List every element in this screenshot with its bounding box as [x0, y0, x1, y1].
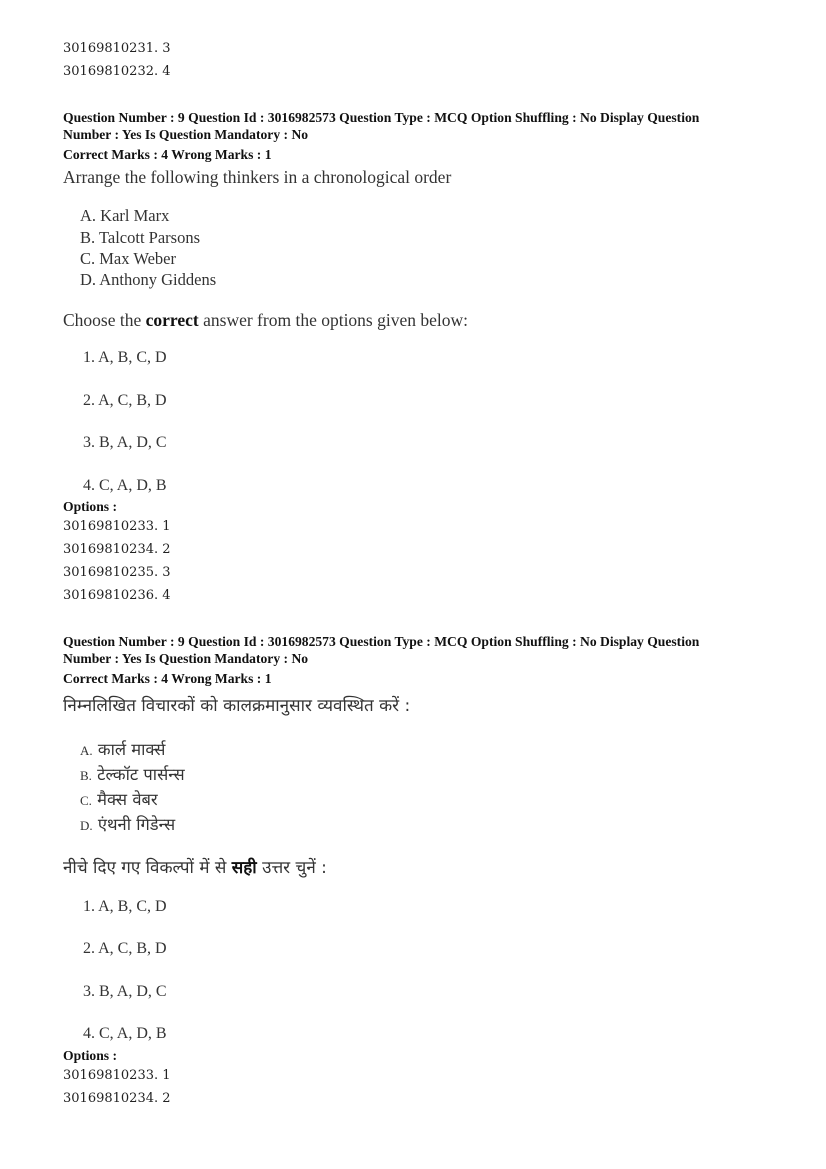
item-text: एंथनी गिडेन्स: [97, 815, 176, 834]
answer-instruction: [63, 310, 468, 331]
answer-choice: 4. C, A, D, B: [83, 1025, 167, 1042]
answer-choice: 4. C, A, D, B: [83, 477, 167, 494]
instruction-text: answer from the options given below:: [198, 310, 469, 330]
option-id-line: 30169810233. 1: [63, 1068, 171, 1083]
instruction-bold: सही: [231, 858, 257, 878]
options-label: Options :: [63, 499, 118, 514]
instruction-text: उत्तर चुनें :: [256, 858, 327, 878]
item-text: कार्ल मार्क्स: [97, 740, 166, 759]
list-item: C. Max Weber: [80, 249, 176, 268]
question-marks: Correct Marks : 4 Wrong Marks : 1: [63, 671, 272, 686]
instruction-text: नीचे दिए गए विकल्पों में से: [63, 858, 232, 878]
answer-choice: 3. B, A, D, C: [83, 983, 167, 1000]
item-letter: D.: [80, 818, 93, 833]
question-meta-line: Question Number : 9 Question Id : 3016982573 Question Type : MCQ Option Shuffling : No Display Question: [63, 110, 700, 125]
item-letter: A.: [80, 743, 93, 758]
list-item: [80, 787, 158, 810]
option-id-line: 30169810233. 1: [63, 519, 171, 534]
list-item: B. Talcott Parsons: [80, 228, 200, 247]
question-stem: Arrange the following thinkers in a chronological order: [63, 167, 452, 187]
answer-choice: 3. B, A, D, C: [83, 434, 167, 451]
answer-choice: 2. A, C, B, D: [83, 392, 167, 409]
question-stem: निम्नलिखित विचारकों को कालक्रमानुसार व्यवस्थित करें :: [63, 696, 411, 716]
question-meta-line: Question Number : 9 Question Id : 3016982573 Question Type : MCQ Option Shuffling : No Display Question: [63, 634, 700, 649]
question-meta-line: Number : Yes Is Question Mandatory : No: [63, 127, 309, 142]
list-item: [80, 737, 165, 760]
question-marks: Correct Marks : 4 Wrong Marks : 1: [63, 147, 272, 162]
options-label: Options :: [63, 1048, 118, 1063]
option-id-line: 30169810236. 4: [63, 588, 171, 603]
instruction-bold: correct: [145, 310, 199, 330]
item-letter: C.: [80, 793, 92, 808]
answer-choice: 1. A, B, C, D: [83, 898, 167, 915]
answer-choice: 1. A, B, C, D: [83, 349, 167, 366]
question-meta-line: Number : Yes Is Question Mandatory : No: [63, 651, 309, 666]
list-item: A. Karl Marx: [80, 206, 170, 225]
option-id-line: 30169810234. 2: [63, 542, 171, 557]
option-id-line: 30169810232. 4: [63, 64, 171, 79]
option-id-line: 30169810234. 2: [63, 1091, 171, 1106]
item-letter: B.: [80, 768, 92, 783]
list-item: [80, 762, 185, 785]
answer-choice: 2. A, C, B, D: [83, 940, 167, 957]
list-item: D. Anthony Giddens: [80, 270, 217, 289]
instruction-text: Choose the: [63, 310, 146, 330]
option-id-line: 30169810231. 3: [63, 41, 171, 56]
item-text: मैक्स वेबर: [97, 790, 158, 809]
list-item: [80, 812, 175, 835]
option-id-line: 30169810235. 3: [63, 565, 171, 580]
item-text: टेल्कॉट पार्सन्स: [97, 765, 185, 784]
answer-instruction: [63, 855, 327, 878]
